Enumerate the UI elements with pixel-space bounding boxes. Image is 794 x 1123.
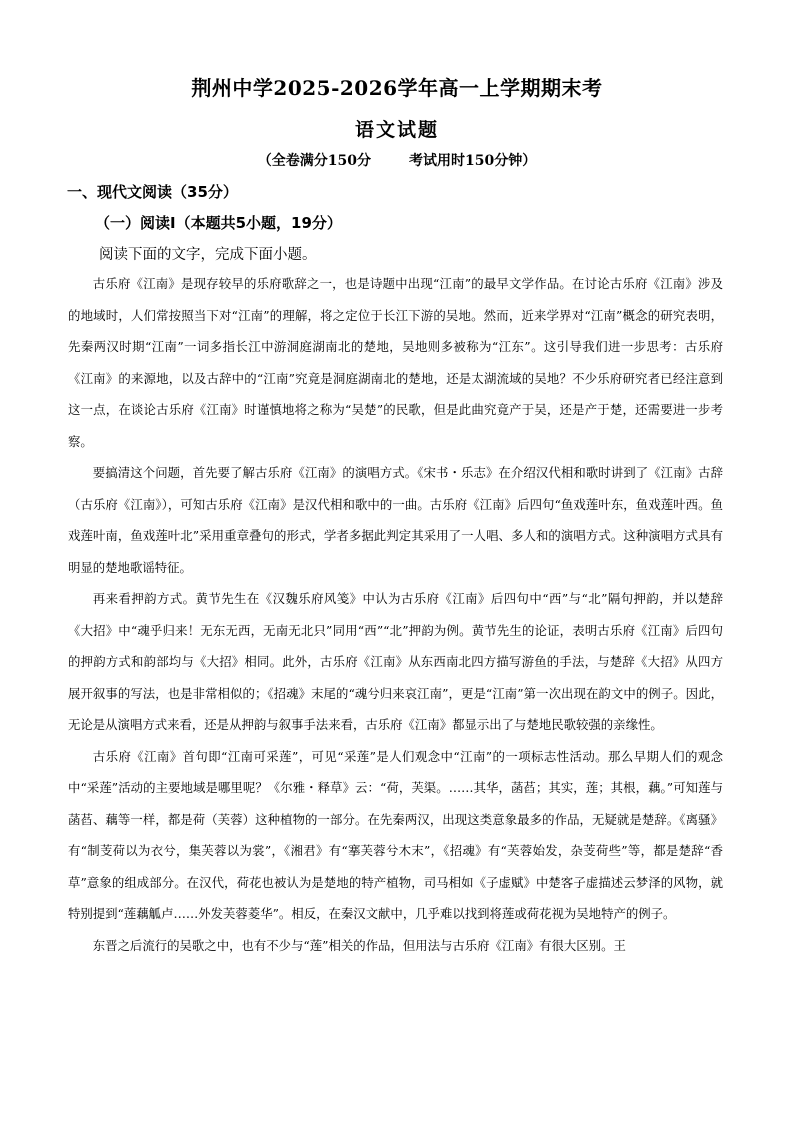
passage-paragraph: 再来看押韵方式。黄节先生在《汉魏乐府风笺》中认为古乐府《江南》后四句中“西”与“北”隔句押韵，并以楚辞《大招》中“魂乎归来！无东无西，无南无北只”同用“西”“北”押韵为例。黄节先生的论证，表明古乐府《江南》后四句的押韵方式和韵部均与《大招》相同。此外，古乐府《江南》从东西南北四方描写游鱼的手法，与楚辞《大招》从四方展开叙事的写法，也是非常相似的；《招魂》末尾的“魂兮归来哀江南”，更是“江南”第一次出现在韵文中的例子。因此，无论是从演唱方式来看，还是从押韵与叙事手法来看，古乐府《江南》都显示出了与楚地民歌较强的亲缘性。 [68, 591, 723, 732]
passage-paragraph: 古乐府《江南》首句即“江南可采莲”，可见“采莲”是人们观念中“江南”的一项标志性活动。那么早期人们的观念中“采莲”活动的主要地域是哪里呢？《尔雅・释草》云：“荷，芙渠。……其华，菡萏；其实，莲；其根，藕。”可知莲与菡萏、藕等一样，都是荷（芙蓉）这种植物的一部分。在先秦两汉，出现这类意象最多的作品，无疑就是楚辞。《离骚》有“制芰荷以为衣兮，集芙蓉以为裳”，《湘君》有“搴芙蓉兮木末”，《招魂》有“芙蓉始发，杂芰荷些”等，都是楚辞“香草”意象的组成部分。在汉代，荷花也被认为是楚地的特产植物，司马相如《子虚赋》中楚客子虚描述云梦泽的风物，就特别提到“莲藕觚卢……外发芙蓉菱华”。相反，在秦汉文献中，几乎难以找到将莲或荷花视为吴地特产的例子。 [68, 748, 723, 921]
exam-time-info: 考试用时150分钟） [409, 153, 537, 169]
passage-paragraph: 东晋之后流行的吴歌之中，也有不少与“莲”相关的作品，但用法与古乐府《江南》有很大区别。王 [92, 937, 626, 953]
exam-subject: 语文试题 [354, 119, 439, 141]
section-heading: 一、现代文阅读（35分） [67, 183, 238, 201]
full-score-info: （全卷满分150分 [257, 153, 371, 169]
exam-info [0, 150, 794, 170]
reading-passage [68, 268, 723, 961]
exam-title: 荆州中学2025-2026学年高一上学期期末考 [191, 76, 603, 100]
passage-paragraph: 古乐府《江南》是现存较早的乐府歌辞之一，也是诗题中出现“江南”的最早文学作品。在讨论古乐府《江南》涉及的地域时，人们常按照当下对“江南”的理解，将之定位于长江下游的吴地。然而，近来学界对“江南”概念的研究表明，先秦两汉时期“江南”一词多指长江中游洞庭湖南北的楚地，吴地则多被称为“江东”。这引导我们进一步思考：古乐府《江南》的来源地，以及古辞中的“江南”究竟是洞庭湖南北的楚地，还是太湖流域的吴地？不少乐府研究者已经注意到这一点，在谈论古乐府《江南》时谨慎地将之称为“吴楚”的民歌，但是此曲究竟产于吴，还是产于楚，还需要进一步考察。 [68, 276, 723, 449]
passage-paragraph: 要搞清这个问题，首先要了解古乐府《江南》的演唱方式。《宋书・乐志》在介绍汉代相和歌时讲到了《江南》古辞（古乐府《江南》），可知古乐府《江南》是汉代相和歌中的一曲。古乐府《江南》后四句“鱼戏莲叶东，鱼戏莲叶西。鱼戏莲叶南，鱼戏莲叶北”采用重章叠句的形式，学者多据此判定其采用了一人唱、多人和的演唱方式。这种演唱方式具有明显的楚地歌谣特征。 [68, 465, 723, 575]
reading-instruction: 阅读下面的文字，完成下面小题。 [99, 247, 317, 263]
subsection-heading: （一）阅读Ⅰ（本题共5小题，19分） [95, 214, 342, 232]
